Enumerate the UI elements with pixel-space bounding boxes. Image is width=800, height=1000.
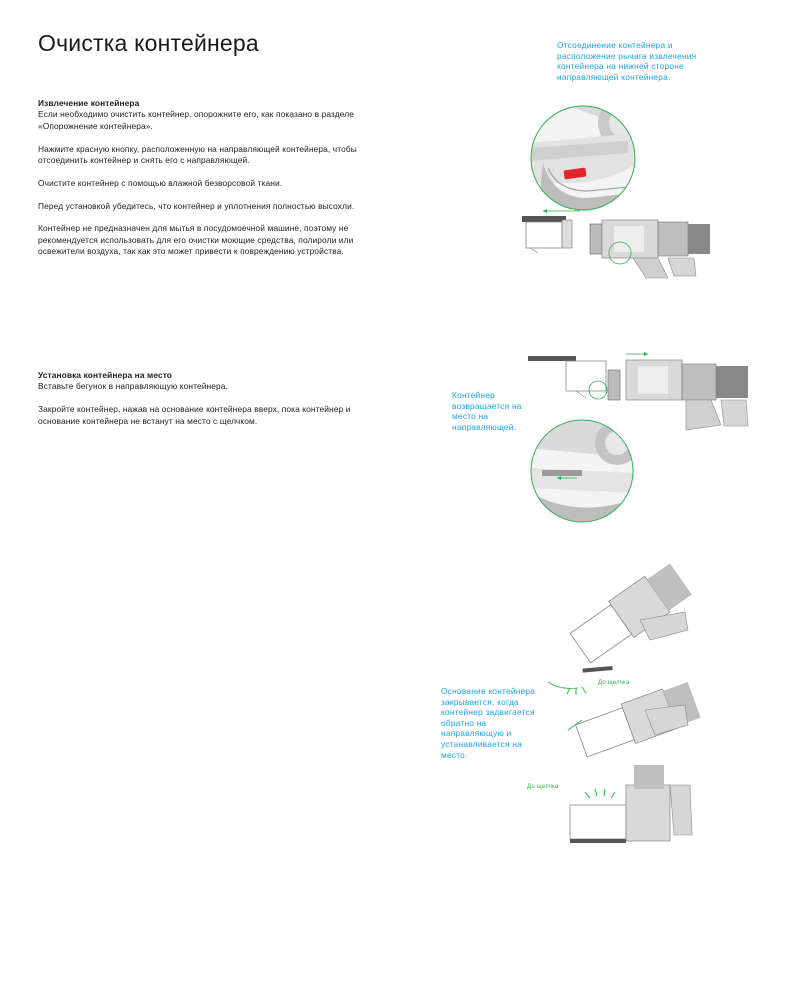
bin-close-sequence-illustration	[520, 570, 700, 860]
removal-paragraph: Контейнер не предназначен для мытья в посудомоечной машине, поэтому не рекомендуется использовать для его очистки моющие средства, полироли или освежители воздуха, так как это может привести к повреждению устройства.	[38, 223, 354, 257]
install-paragraph: Закройте контейнер, нажав на основание контейнера вверх, пока контейнер и основание контейнера не встанут на место с щелчком.	[38, 404, 351, 426]
bin-rail-zoom-illustration	[527, 418, 637, 524]
removal-paragraph: Очистите контейнер с помощью влажной безворсовой ткани.	[38, 177, 283, 188]
removal-heading: Извлечение контейнера	[38, 98, 140, 108]
removal-paragraph: Нажмите красную кнопку, расположенную на направляющей контейнера, чтобы отсоединить контейнер и снять его с направляющей.	[38, 143, 357, 166]
click-label: До щелчка	[527, 784, 559, 790]
vacuum-bin-detached-illustration	[518, 208, 718, 290]
install-section	[38, 370, 383, 438]
bin-release-zoom-illustration	[528, 103, 638, 213]
removal-paragraph: Если необходимо очистить контейнер, опорожните его, как показано в разделе «Опорожнение контейнера».	[38, 109, 354, 131]
page-title: Очистка контейнера	[38, 30, 259, 56]
install-paragraph: Вставьте бегунок в направляющую контейнера.	[38, 381, 228, 392]
click-label: До щелчка	[598, 680, 630, 686]
install-heading: Установка контейнера на место	[38, 370, 173, 380]
caption-detach: Отсоединение контейнера и расположение рычага извлечения контейнера на нижней стороне направляющей контейнера.	[557, 40, 697, 82]
caption-close: Основание контейнера закрывается, когда контейнер задвигается обратно на направляющую и устанавливается на место.	[441, 686, 536, 760]
removal-section	[38, 98, 383, 269]
caption-return: Контейнер возвращается на место на направляющей.	[452, 390, 522, 432]
removal-paragraph: Перед установкой убедитесь, что контейнер и уплотнения полностью высохли.	[38, 200, 355, 211]
